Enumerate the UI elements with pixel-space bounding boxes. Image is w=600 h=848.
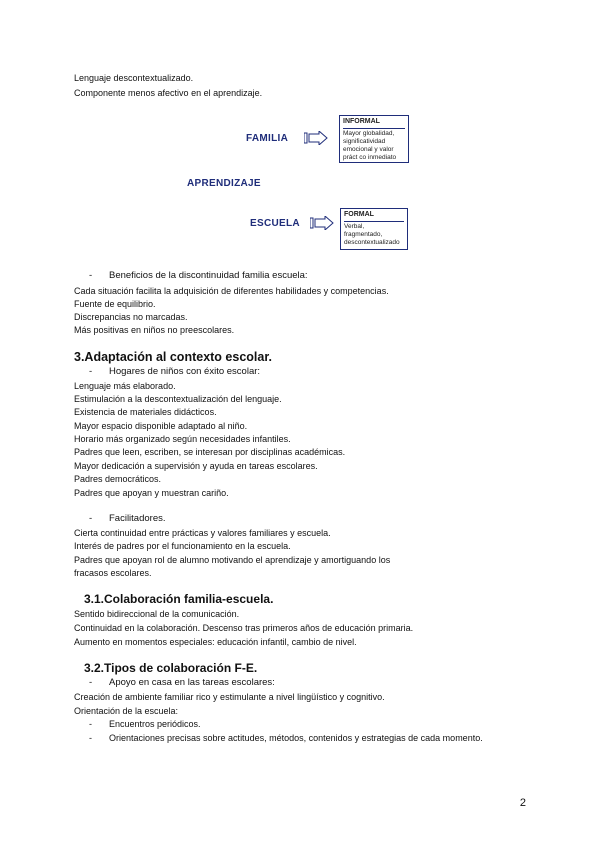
beneficios-line: Cada situación facilita la adquisición de diferentes habilidades y competencias.: [74, 286, 389, 296]
intro-line-2: Componente menos afectivo en el aprendizaje.: [74, 88, 263, 98]
beneficios-line: Fuente de equilibrio.: [74, 299, 156, 309]
hogares-line: Existencia de materiales didácticos.: [74, 407, 217, 417]
familia-arrow-icon: [304, 131, 328, 145]
sub-bullet-text: Orientaciones precisas sobre actitudes, métodos, contenidos y estrategias de cada momento.: [109, 733, 483, 743]
hogares-line: Mayor dedicación a supervisión y ayuda en tareas escolares.: [74, 461, 318, 471]
beneficios-line: Más positivas en niños no preescolares.: [74, 325, 235, 335]
informal-box-line: emocional y valor: [343, 146, 394, 153]
sub-bullet: - Encuentros periódicos.: [89, 719, 201, 729]
section-3-1-heading: 3.1.Colaboración familia-escuela.: [84, 592, 274, 606]
facilitadores-line: Cierta continuidad entre prácticas y valores familiares y escuela.: [74, 528, 331, 538]
hogares-bullet: - Hogares de niños con éxito escolar:: [89, 366, 261, 377]
informal-box: [339, 115, 409, 163]
informal-box-line: Mayor globalidad,: [343, 130, 395, 137]
hogares-bullet-text: Hogares de niños con éxito escolar:: [109, 366, 261, 377]
sub-bullet: - Orientaciones precisas sobre actitudes, métodos, contenidos y estrategias de cada momento.: [89, 733, 483, 743]
facilitadores-line: Padres que apoyan rol de alumno motivando el aprendizaje y amortiguando los: [74, 555, 391, 565]
hogares-line: Padres que leen, escriben, se interesan por disciplinas académicas.: [74, 447, 346, 457]
aprendizaje-label: APRENDIZAJE: [187, 178, 261, 189]
formal-box: [340, 208, 408, 250]
hogares-line: Estimulación a la descontextualización del lenguaje.: [74, 394, 282, 404]
hogares-line: Mayor espacio disponible adaptado al niño.: [74, 421, 248, 431]
page-number: 2: [519, 797, 526, 809]
escuela-label: ESCUELA: [250, 218, 300, 229]
facilitadores-bullet-text: Facilitadores.: [109, 513, 166, 524]
hogares-line: Padres que apoyan y muestran cariño.: [74, 488, 229, 498]
informal-box-line: práct co inmediato: [343, 154, 397, 161]
facilitadores-line: fracasos escolares.: [74, 568, 152, 578]
informal-box-title: INFORMAL: [343, 118, 380, 125]
tipos-line: Creación de ambiente familiar rico y estimulante a nivel lingüístico y cognitivo.: [74, 692, 385, 702]
formal-box-title: FORMAL: [344, 211, 374, 218]
colaboracion-line: Continuidad en la colaboración. Descenso tras primeros años de educación primaria.: [74, 623, 414, 633]
facilitadores-bullet: - Facilitadores.: [89, 513, 166, 524]
formal-box-line: descontextualizado: [344, 239, 400, 246]
sub-bullet-text: Encuentros periódicos.: [109, 719, 201, 729]
formal-box-line: Verbal,: [344, 223, 365, 230]
beneficios-bullet-text: Beneficios de la discontinuidad familia escuela:: [109, 270, 308, 281]
hogares-line: Padres democráticos.: [74, 474, 162, 484]
informal-box-line: significatividad: [343, 138, 386, 145]
section-3-heading: 3.Adaptación al contexto escolar.: [74, 350, 272, 364]
formal-box-line: fragmentado,: [344, 231, 383, 238]
beneficios-bullet: - Beneficios de la discontinuidad familia escuela:: [89, 270, 308, 281]
hogares-line: Lenguaje más elaborado.: [74, 381, 176, 391]
colaboracion-line: Aumento en momentos especiales: educación infantil, cambio de nivel.: [74, 637, 357, 647]
hogares-line: Horario más organizado según necesidades infantiles.: [74, 434, 291, 444]
apoyo-bullet-text: Apoyo en casa en las tareas escolares:: [109, 677, 275, 688]
facilitadores-line: Interés de padres por el funcionamiento en la escuela.: [74, 541, 291, 551]
escuela-arrow-icon: [310, 216, 334, 230]
colaboracion-line: Sentido bidireccional de la comunicación.: [74, 609, 240, 619]
tipos-line: Orientación de la escuela:: [74, 706, 179, 716]
apoyo-bullet: - Apoyo en casa en las tareas escolares:: [89, 677, 275, 688]
familia-label: FAMILIA: [246, 133, 289, 144]
section-3-2-heading: 3.2.Tipos de colaboración F-E.: [84, 661, 258, 675]
intro-line-1: Lenguaje descontextualizado.: [74, 73, 194, 83]
beneficios-line: Discrepancias no marcadas.: [74, 312, 188, 322]
